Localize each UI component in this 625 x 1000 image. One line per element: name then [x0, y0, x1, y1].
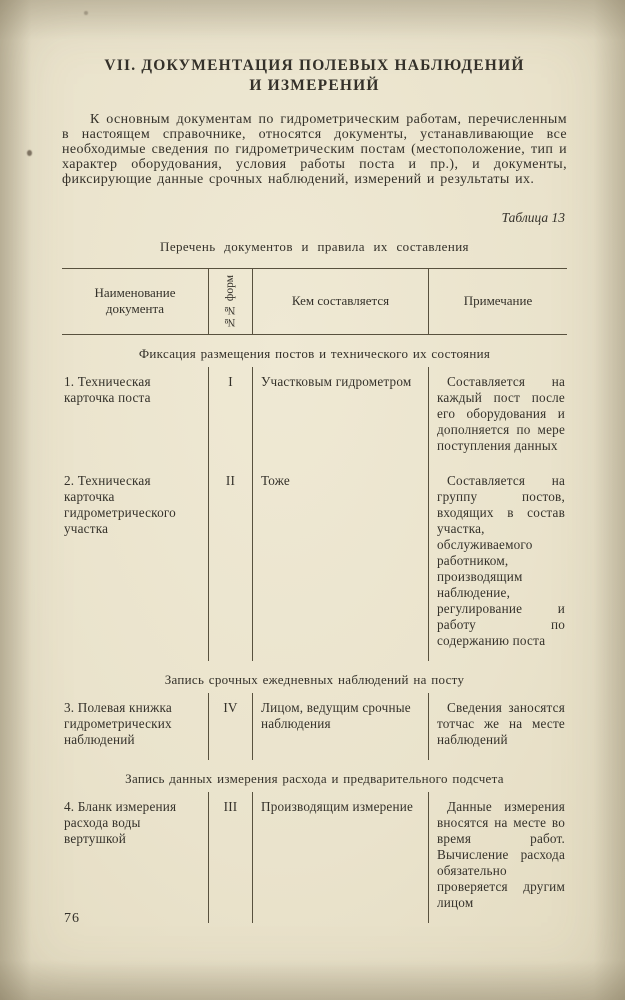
cell-composed-by: Лицом, ведущим срочные наблюдения	[252, 693, 428, 760]
cell-document-name: 3. Полевая книжка гидрометрических наблюдений	[64, 699, 172, 747]
table-caption: Перечень документов и правила их составления	[160, 238, 469, 254]
cell-document-name: 2. Техническая карточка гидрометрического участка	[64, 472, 176, 536]
cell-document-name: 4. Бланк измерения расхода воды вертушкой	[64, 798, 177, 846]
table-header-row	[62, 268, 567, 335]
cell-note: Составляется на каждый пост после его оборудования и дополняется по мере поступления данных	[428, 367, 567, 466]
cell-form-number: IV	[208, 693, 252, 760]
cell-composed-by: Участковым гидрометром	[252, 367, 428, 466]
documents-table	[62, 268, 567, 923]
ink-speck	[27, 150, 32, 156]
table-section-title: Запись срочных ежедневных наблюдений на посту	[164, 671, 465, 687]
table-section-rows	[62, 367, 567, 661]
cell-form-number: II	[208, 466, 252, 661]
cell-form-number: III	[208, 792, 252, 923]
table-row	[62, 466, 567, 661]
cell-note: Сведения заносятся тотчас же на месте наблюдений	[428, 693, 567, 760]
table-row	[62, 792, 567, 923]
table-number-label: Таблица 13	[501, 209, 565, 225]
page-number: 76	[64, 911, 80, 926]
header-form-number-text: №№ форм	[224, 274, 237, 328]
header-form-number	[208, 269, 252, 334]
header-document-name: Наименование документа	[94, 284, 176, 317]
table-section-title: Запись данных измерения расхода и предварительного подсчета	[125, 770, 504, 786]
table-row	[62, 693, 567, 760]
cell-document-name: 1. Техническая карточка поста	[64, 373, 151, 405]
ink-speck	[84, 11, 88, 15]
cell-composed-by: Тоже	[252, 466, 428, 661]
cell-composed-by: Производящим измерение	[252, 792, 428, 923]
header-composed-by: Кем составляется	[252, 269, 428, 334]
cell-note: Составляется на группу постов, входящих в состав участка, обслуживаемого работником, производящим наблюдение, регулирование и работу по содержанию поста	[428, 466, 567, 661]
chapter-heading-line2: И ИЗМЕРЕНИЙ	[249, 76, 380, 94]
table-section-rows	[62, 693, 567, 760]
cell-form-number: I	[208, 367, 252, 466]
table-section-title: Фиксация размещения постов и технического их состояния	[138, 345, 491, 361]
table-row	[62, 367, 567, 466]
table-section-rows	[62, 792, 567, 923]
cell-note: Данные измерения вносятся на месте во время работ. Вычисление расхода обязательно проверяется другим лицом	[428, 792, 567, 923]
chapter-heading-line1: VII. ДОКУМЕНТАЦИЯ ПОЛЕВЫХ НАБЛЮДЕНИЙ	[104, 57, 525, 74]
header-note: Примечание	[428, 269, 567, 334]
chapter-heading	[62, 56, 567, 96]
intro-paragraph: К основным документам по гидрометрическим работам, перечисленным в настоящем справочнике, относятся документы, устанавливающие все необходимые сведения по гидрометрическим постам (местоположение, тип и характер оборудования, условия работы поста и пр.), и документы, фиксирующие данные срочных наблюдений, измерений и результаты их.	[62, 111, 567, 188]
